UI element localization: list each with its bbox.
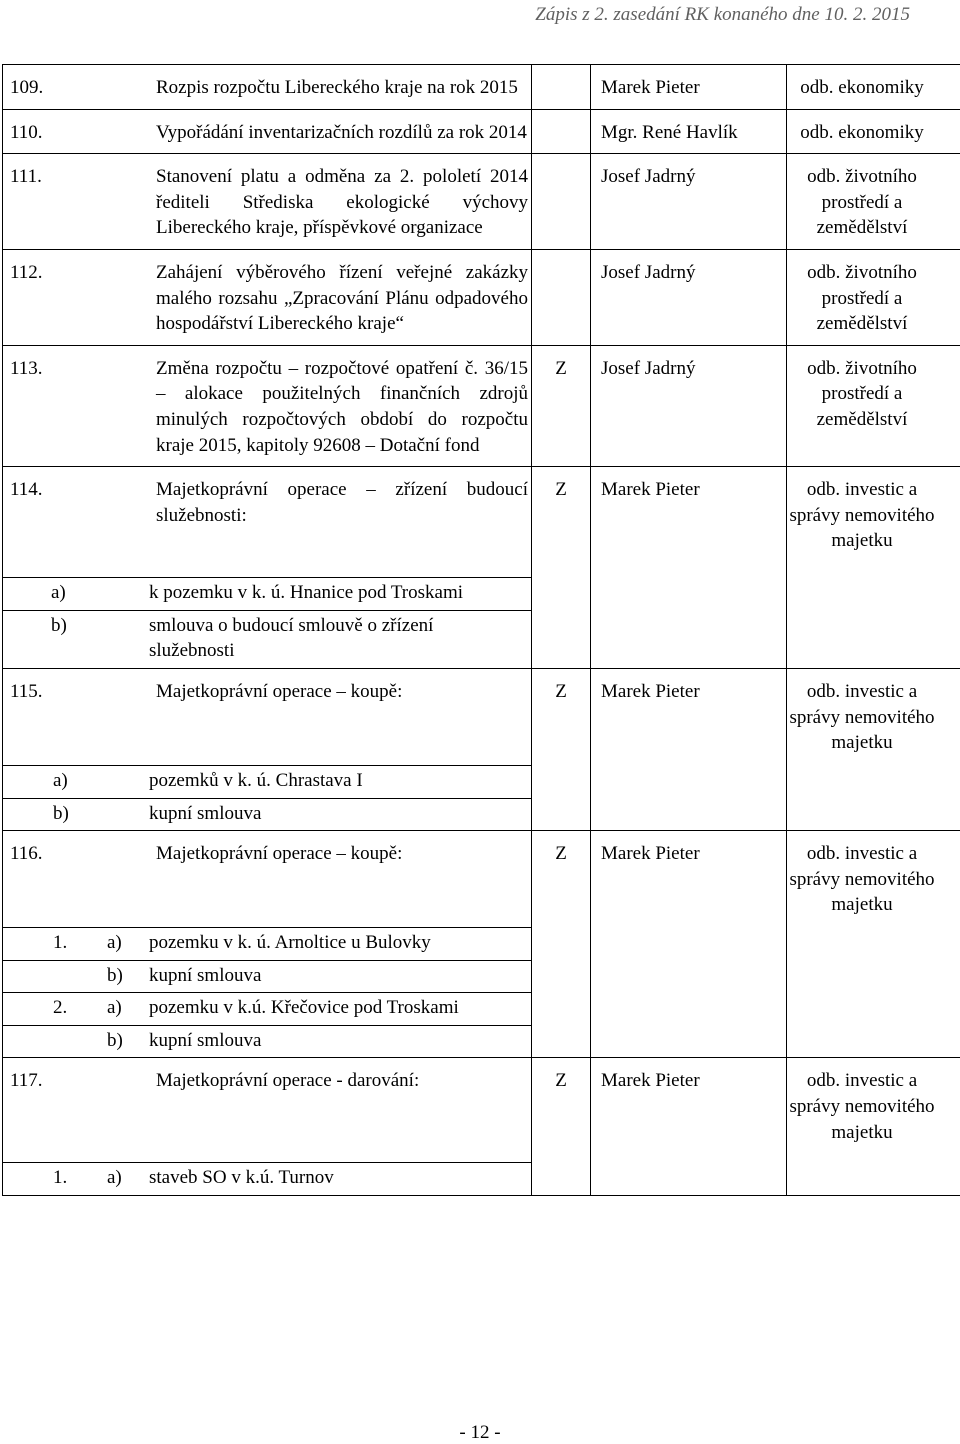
sub-number [3, 963, 107, 989]
sub-label: a) [107, 997, 122, 1019]
sub-text: pozemku v k. ú. Arnoltice u Bulovky [149, 932, 431, 954]
table-row [3, 65, 960, 110]
sub-text: kupní smlouva [149, 1029, 262, 1051]
table-row [3, 467, 960, 669]
item-department: odb. životního prostředí a zemědělství [807, 166, 917, 239]
sub-text: pozemků v k. ú. Chrastava I [149, 769, 363, 791]
item-department: odb. životního prostředí a zemědělství [807, 261, 917, 335]
sub-text: kupní smlouva [149, 964, 262, 986]
table-row [3, 831, 960, 1058]
item-department: odb. investic a správy nemovitého majetku [789, 843, 935, 916]
item-department: odb. ekonomiky [800, 77, 924, 98]
sub-number [3, 1028, 107, 1054]
item-number: 117. [10, 1070, 43, 1092]
item-title: Rozpis rozpočtu Libereckého kraje na rok 2015 [156, 77, 518, 98]
item-number: 114. [10, 479, 43, 501]
sub-label: a) [53, 769, 68, 791]
item-presenter: Marek Pieter [591, 1058, 787, 1196]
sub-text: staveb SO v k.ú. Turnov [149, 1167, 334, 1189]
sub-number: 2. [53, 997, 68, 1019]
item-title: Majetkoprávní operace – koupě: [156, 843, 403, 865]
item-flag: Z [532, 345, 591, 466]
item-presenter: Marek Pieter [591, 831, 787, 1058]
item-title: Majetkoprávní operace - darování: [156, 1070, 420, 1092]
sub-label: a) [107, 932, 122, 954]
item-presenter: Josef Jadrný [591, 249, 787, 345]
item-presenter: Mgr. René Havlík [591, 109, 787, 154]
item-number: 116. [10, 843, 43, 865]
table-row [3, 109, 960, 154]
item-flag [532, 109, 591, 154]
sub-label: b) [53, 802, 69, 824]
item-department: odb. životního prostředí a zemědělství [807, 357, 917, 430]
item-flag: Z [532, 467, 591, 669]
sub-number: 1. [53, 932, 68, 954]
page-header: Zápis z 2. zasedání RK konaného dne 10. 2. 2015 [535, 4, 910, 25]
item-title: Majetkoprávní operace – zřízení budoucí služebnosti: [156, 479, 528, 526]
item-number: 112. [10, 261, 43, 283]
item-flag: Z [532, 1058, 591, 1196]
sub-label: a) [107, 1167, 122, 1189]
item-title: Stanovení platu a odměna za 2. pololetí 2014 řediteli Střediska ekologické výchovy Libereckého kraje, příspěvkové organizace [156, 166, 528, 239]
item-flag [532, 249, 591, 345]
sub-label: b) [51, 614, 67, 636]
item-presenter: Josef Jadrný [591, 154, 787, 250]
sub-text: smlouva o budoucí smlouvě o zřízení služebnosti [149, 614, 434, 662]
item-number: 113. [10, 357, 43, 379]
sub-text: kupní smlouva [149, 802, 262, 824]
table-row [3, 1058, 960, 1196]
item-department: odb. investic a správy nemovitého majetku [789, 680, 935, 754]
item-number: 111. [10, 166, 42, 188]
item-number: 109. [10, 77, 44, 98]
table-row [3, 154, 960, 250]
sub-text: k pozemku v k. ú. Hnanice pod Troskami [149, 582, 464, 604]
item-department: odb. investic a správy nemovitého majetku [789, 479, 935, 552]
item-flag [532, 154, 591, 250]
sub-number: 1. [53, 1167, 68, 1189]
item-flag: Z [532, 831, 591, 1058]
item-number: 115. [10, 680, 43, 702]
table-row [3, 668, 960, 830]
sub-label: b) [107, 1029, 123, 1051]
item-department: odb. investic a správy nemovitého majetku [789, 1070, 935, 1143]
agenda-table [2, 64, 960, 1196]
item-presenter: Marek Pieter [591, 65, 787, 110]
item-presenter: Josef Jadrný [591, 345, 787, 466]
table-row [3, 345, 960, 466]
sub-label: a) [51, 582, 66, 604]
table-row [3, 249, 960, 345]
item-number: 110. [10, 121, 43, 143]
item-title: Majetkoprávní operace – koupě: [156, 680, 403, 702]
sub-label: b) [107, 964, 123, 986]
item-flag: Z [532, 668, 591, 830]
page-number: - 12 - [459, 1422, 501, 1443]
item-presenter: Marek Pieter [591, 668, 787, 830]
item-title: Zahájení výběrového řízení veřejné zakázky malého rozsahu „Zpracování Plánu odpadového hospodářství Libereckého kraje“ [156, 261, 528, 335]
sub-text: pozemku v k.ú. Křečovice pod Troskami [149, 997, 459, 1019]
item-title: Změna rozpočtu – rozpočtové opatření č. 36/15 – alokace použitelných finančních zdrojů minulých rozpočtových období do rozpočtu kraje 2015, kapitoly 92608 – Dotační fond [156, 357, 528, 456]
item-department: odb. ekonomiky [800, 121, 924, 143]
item-presenter: Marek Pieter [591, 467, 787, 669]
item-title: Vypořádání inventarizačních rozdílů za rok 2014 [156, 121, 527, 143]
item-flag [532, 65, 591, 110]
